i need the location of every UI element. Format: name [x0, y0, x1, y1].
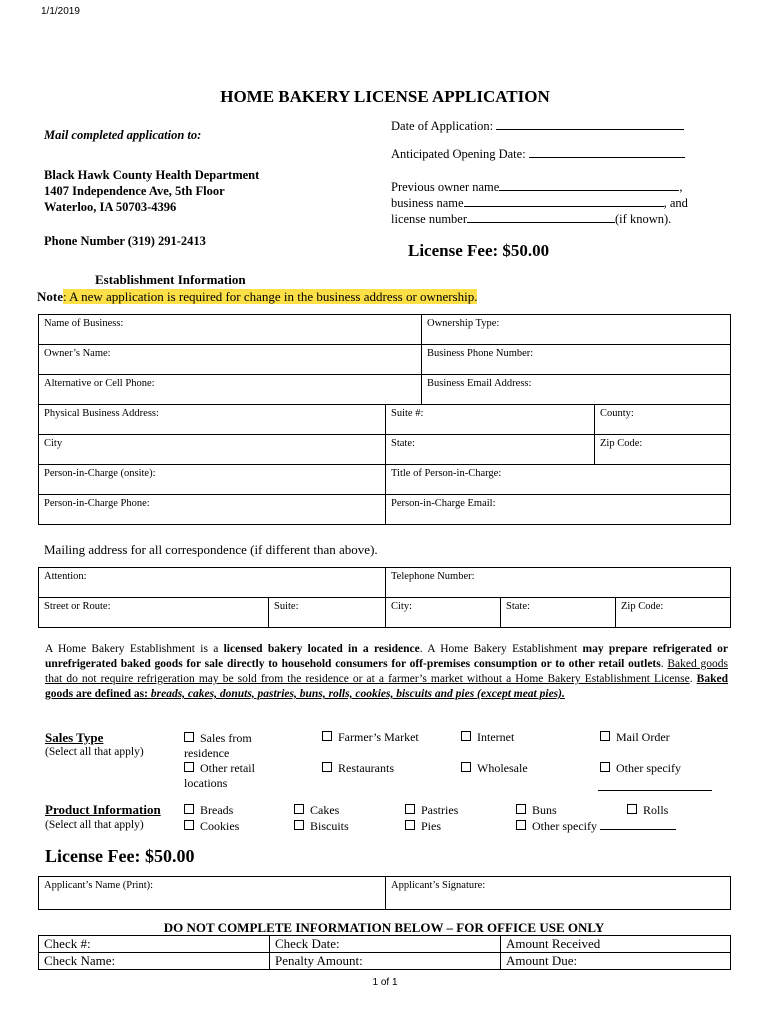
pic-title-field[interactable]: Title of Person-in-Charge:	[386, 465, 731, 495]
name-of-business-field[interactable]: Name of Business:	[39, 315, 422, 345]
checkbox[interactable]	[461, 762, 471, 772]
checkbox[interactable]	[516, 804, 526, 814]
sales-option-farmers-market[interactable]	[322, 730, 419, 745]
alt-phone-field[interactable]: Alternative or Cell Phone:	[39, 375, 422, 405]
sales-option-wholesale[interactable]	[461, 761, 528, 776]
establishment-heading: Establishment Information	[95, 272, 246, 287]
product-option-cookies[interactable]	[184, 819, 239, 834]
header-date: 1/1/2019	[41, 6, 80, 17]
business-name-label: business name	[391, 196, 464, 210]
establishment-table	[38, 314, 731, 525]
para-text-3: . A Home Bakery Establishment	[419, 643, 583, 655]
checkbox[interactable]	[322, 762, 332, 772]
owners-name-field[interactable]: Owner’s Name:	[39, 345, 422, 375]
street-field[interactable]: Street or Route:	[39, 598, 269, 628]
product-option-pies[interactable]	[405, 819, 441, 834]
para-text-9: breads, cakes, donuts, pastries, buns, rolls, cookies, biscuits and pies (except meat pies).	[150, 688, 565, 700]
checkbox[interactable]	[405, 804, 415, 814]
para-text-2: licensed bakery located in a residence	[223, 643, 420, 655]
mail-zip-field[interactable]: Zip Code:	[616, 598, 731, 628]
prev-owner-label: Previous owner name	[391, 180, 500, 194]
license-fee: License Fee: $50.00	[408, 241, 550, 260]
checkbox[interactable]	[627, 804, 637, 814]
page-title: HOME BAKERY LICENSE APPLICATION	[220, 87, 550, 106]
telephone-field[interactable]: Telephone Number:	[386, 568, 731, 598]
note-label: Note	[37, 289, 63, 304]
amount-due-field: Amount Due:	[501, 953, 731, 970]
sales-option-label: Wholesale	[477, 761, 528, 775]
para-text-7: .	[689, 673, 697, 685]
mailing-table	[38, 567, 731, 628]
page-number: 1 of 1	[372, 977, 398, 988]
pic-onsite-field[interactable]: Person-in-Charge (onsite):	[39, 465, 386, 495]
sales-option-label: Restaurants	[338, 761, 394, 775]
sales-type-sub: (Select all that apply)	[45, 746, 144, 758]
sales-option-label: Mail Order	[616, 730, 670, 744]
applicant-signature-field[interactable]: Applicant’s Signature:	[386, 877, 731, 910]
note-text: : A new application is required for change in the business address or ownership.	[63, 289, 478, 304]
city-field[interactable]: City	[39, 435, 386, 465]
mailing-heading: Mailing address for all correspondence (if different than above).	[44, 542, 378, 557]
other-specify-line[interactable]	[598, 790, 712, 791]
and-text: , and	[663, 196, 688, 210]
prev-owner-field[interactable]	[499, 190, 679, 191]
business-phone-field[interactable]: Business Phone Number:	[422, 345, 731, 375]
checkbox[interactable]	[184, 762, 194, 772]
check-name-field: Check Name:	[39, 953, 270, 970]
sales-option-label: Other specify	[616, 761, 681, 775]
mail-dept: Black Hawk County Health Department	[44, 168, 260, 182]
pic-phone-field[interactable]: Person-in-Charge Phone:	[39, 495, 386, 525]
business-name-field[interactable]	[464, 206, 664, 207]
amount-received-field: Amount Received	[501, 936, 731, 953]
mail-state-field[interactable]: State:	[501, 598, 616, 628]
definition-paragraph	[45, 642, 728, 702]
mail-suite-field[interactable]: Suite:	[269, 598, 386, 628]
applicant-name-field[interactable]: Applicant’s Name (Print):	[39, 877, 386, 910]
checkbox[interactable]	[184, 820, 194, 830]
product-option-label: Other specify	[532, 819, 597, 833]
suite-field[interactable]: Suite #:	[386, 405, 595, 435]
product-option-label: Cookies	[200, 819, 240, 833]
sales-option-restaurants[interactable]	[322, 761, 394, 776]
product-option-label: Pies	[421, 819, 442, 833]
product-info-label: Product Information	[45, 802, 161, 817]
sales-option-residence[interactable]	[184, 731, 284, 761]
sales-option-label: Farmer’s Market	[338, 730, 419, 744]
product-option-label: Pastries	[421, 803, 459, 817]
mail-addr2: Waterloo, IA 50703-4396	[44, 200, 177, 214]
checkbox[interactable]	[294, 820, 304, 830]
license-number-label: license number	[391, 212, 468, 226]
para-text-1: A Home Bakery Establishment is a	[45, 643, 224, 655]
date-of-application-field[interactable]	[496, 129, 684, 130]
para-text-8: Baked goods are defined as:	[45, 673, 728, 700]
date-of-application	[391, 119, 684, 134]
license-number-field[interactable]	[467, 222, 615, 223]
product-option-label: Cakes	[310, 803, 340, 817]
product-option-pastries[interactable]	[405, 803, 458, 818]
previous-owner-block	[391, 179, 711, 227]
checkbox[interactable]	[184, 804, 194, 814]
para-text-5: .	[660, 658, 668, 670]
opening-date-field[interactable]	[529, 157, 685, 158]
product-option-label: Biscuits	[310, 819, 349, 833]
checkbox[interactable]	[600, 731, 610, 741]
checkbox[interactable]	[600, 762, 610, 772]
para-text-6: Baked goods that do not require refrigeration may be sold from the residence or at a farmer’s market without a Home Bakery Establishment License	[45, 658, 729, 685]
sales-type-label: Sales Type	[45, 730, 104, 745]
check-number-field: Check #:	[39, 936, 270, 953]
product-option-label: Rolls	[643, 803, 669, 817]
pic-email-field[interactable]: Person-in-Charge Email:	[386, 495, 731, 525]
product-option-biscuits[interactable]	[294, 819, 349, 834]
ownership-type-field[interactable]: Ownership Type:	[422, 315, 731, 345]
county-field[interactable]: County:	[595, 405, 731, 435]
zip-field[interactable]: Zip Code:	[595, 435, 731, 465]
product-option-rolls[interactable]	[627, 803, 668, 818]
sales-option-other-specify[interactable]	[600, 761, 681, 776]
product-info-sub: (Select all that apply)	[45, 819, 144, 831]
opening-date	[391, 147, 685, 162]
physical-address-field[interactable]: Physical Business Address:	[39, 405, 386, 435]
business-email-field[interactable]: Business Email Address:	[422, 375, 731, 405]
sales-option-label: Internet	[477, 730, 515, 744]
license-fee-bottom: License Fee: $50.00	[45, 846, 195, 866]
checkbox[interactable]	[405, 820, 415, 830]
checkbox[interactable]	[294, 804, 304, 814]
mail-addr1: 1407 Independence Ave, 5th Floor	[44, 184, 225, 198]
applicant-table	[38, 876, 731, 910]
opening-date-label: Anticipated Opening Date:	[391, 147, 526, 161]
sales-option-mail-order[interactable]	[600, 730, 670, 745]
mail-address	[44, 167, 259, 215]
para-text-4: may prepare refrigerated or unrefrigerated baked goods for sale directly to household consumers for off-premises consumption or to other retail outlets	[45, 643, 728, 670]
mail-phone: Phone Number (319) 291-2413	[44, 234, 206, 248]
checkbox[interactable]	[184, 732, 194, 742]
note	[37, 289, 477, 305]
office-use-heading: DO NOT COMPLETE INFORMATION BELOW – FOR OFFICE USE ONLY	[163, 920, 605, 935]
product-option-label: Breads	[200, 803, 234, 817]
checkbox[interactable]	[322, 731, 332, 741]
product-option-buns[interactable]	[516, 803, 557, 818]
product-option-other-specify[interactable]	[516, 819, 676, 834]
sales-option-other-retail[interactable]	[184, 761, 284, 791]
check-date-field: Check Date:	[270, 936, 501, 953]
state-field[interactable]: State:	[386, 435, 595, 465]
mail-city-field[interactable]: City:	[386, 598, 501, 628]
if-known-text: (if known).	[615, 212, 672, 226]
checkbox[interactable]	[461, 731, 471, 741]
penalty-amount-field: Penalty Amount:	[270, 953, 501, 970]
attention-field[interactable]: Attention:	[39, 568, 386, 598]
product-option-label: Buns	[532, 803, 557, 817]
product-option-cakes[interactable]	[294, 803, 339, 818]
product-option-breads[interactable]	[184, 803, 233, 818]
sales-option-internet[interactable]	[461, 730, 514, 745]
mail-label: Mail completed application to:	[44, 128, 202, 142]
sales-option-label: Other retail locations	[184, 761, 255, 790]
date-of-application-label: Date of Application:	[391, 119, 494, 133]
sales-option-label: Sales from residence	[184, 731, 252, 760]
checkbox[interactable]	[516, 820, 526, 830]
product-other-specify-field[interactable]	[600, 829, 676, 830]
comma: ,	[679, 180, 683, 194]
office-use-table	[38, 935, 731, 970]
